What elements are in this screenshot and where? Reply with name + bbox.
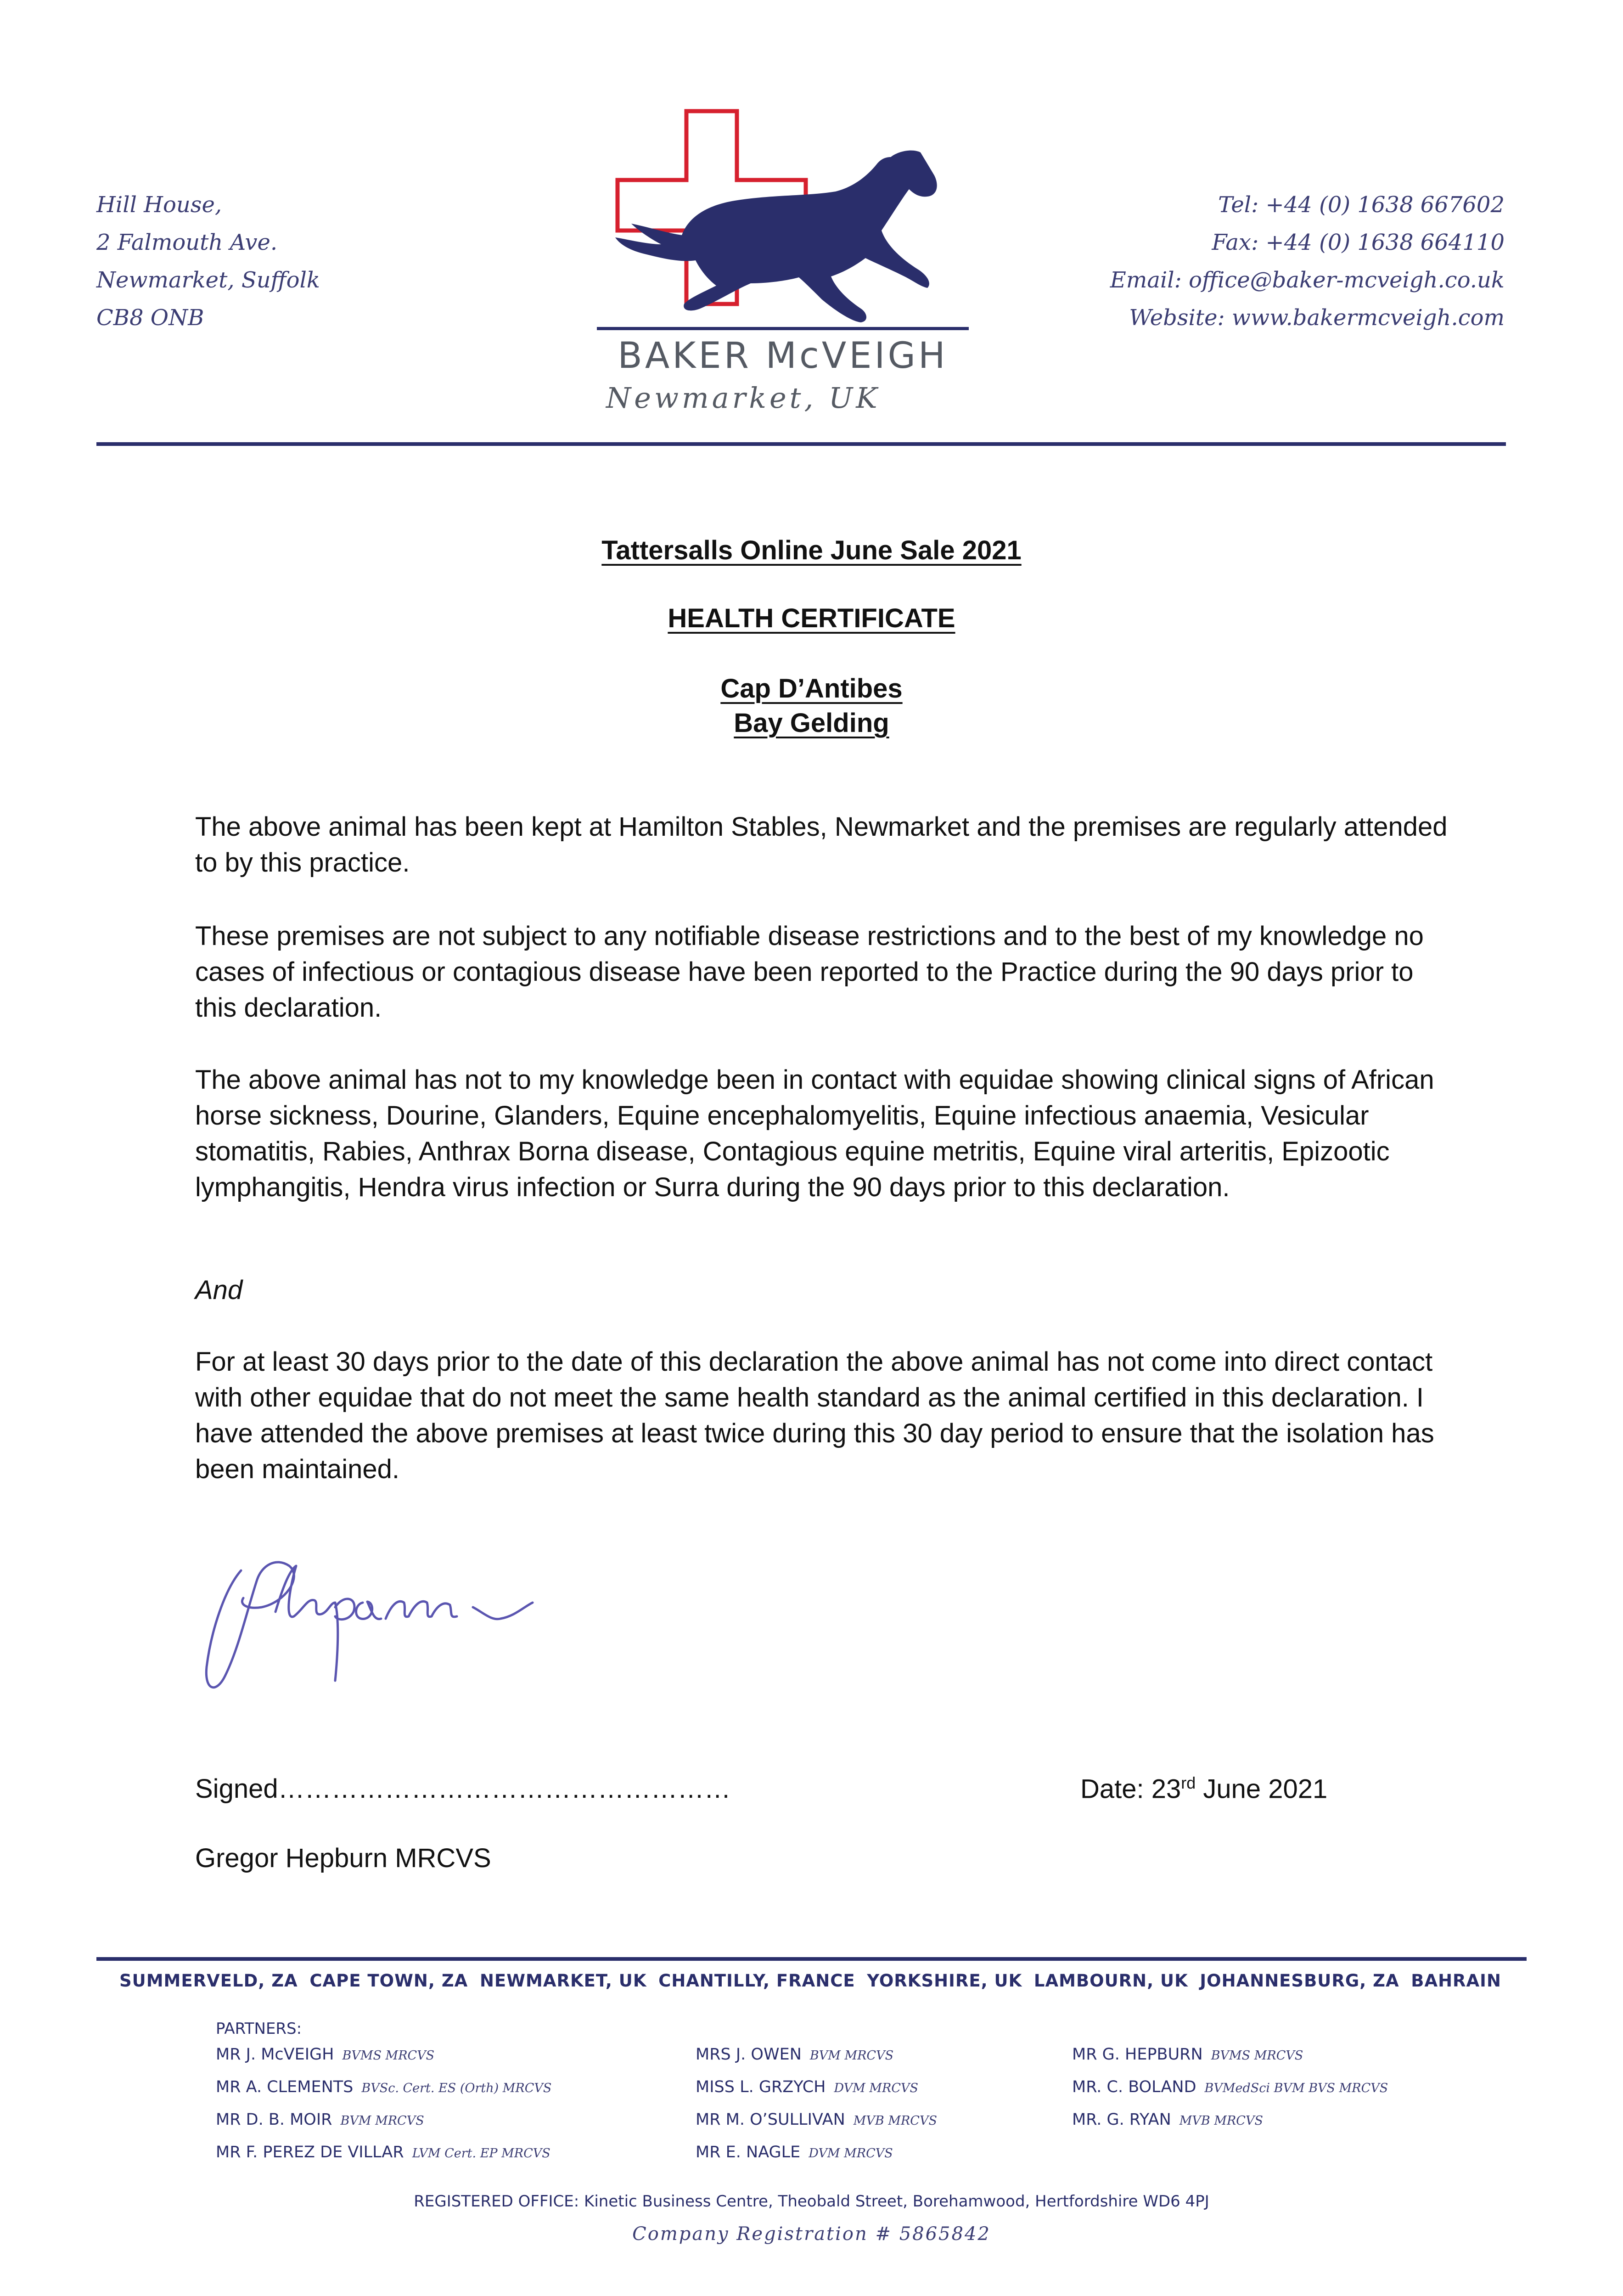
partner-entry xyxy=(216,2104,551,2137)
partner-entry xyxy=(696,2104,937,2137)
office-location: YORKSHIRE, UK xyxy=(867,1971,1022,1991)
certificate-title: HEALTH CERTIFICATE xyxy=(668,603,955,633)
partner-entry xyxy=(216,2071,551,2104)
partner-entry xyxy=(696,2137,937,2169)
partner-name: MR A. CLEMENTS xyxy=(216,2078,354,2096)
paragraph-premises xyxy=(195,809,1453,881)
address-line: 2 Falmouth Ave. xyxy=(96,230,278,255)
partner-name: MR F. PEREZ DE VILLAR xyxy=(216,2143,404,2161)
handwritten-signature xyxy=(197,1552,546,1704)
date-text: Date: 23 xyxy=(1080,1774,1181,1804)
header-divider xyxy=(96,442,1506,446)
brand-location: Newmarket, UK xyxy=(606,381,881,415)
office-location: NEWMARKET, UK xyxy=(479,1971,647,1991)
paragraph-text: The above animal has been kept at Hamilton Stables, Newmarket and the premises are regularly attended to by this practice. xyxy=(195,812,1448,878)
partner-name: MR G. HEPBURN xyxy=(1072,2045,1203,2064)
registered-office: REGISTERED OFFICE: Kinetic Business Centre, Theobald Street, Borehamwood, Hertfordshire WD6 4PJ xyxy=(414,2192,1209,2211)
partner-entry xyxy=(1072,2104,1388,2137)
paragraph-isolation xyxy=(195,1344,1453,1487)
date-line xyxy=(1080,1773,1327,1804)
address-line: Newmarket, Suffolk xyxy=(96,267,320,293)
signed-line: Signed…………………………………………… xyxy=(195,1774,731,1804)
fax-line: Fax: +44 (0) 1638 664110 xyxy=(1212,230,1505,255)
partner-name: MR M. O’SULLIVAN xyxy=(696,2110,845,2129)
brand-name: BAKER McVEIGH xyxy=(618,335,948,377)
partner-entry xyxy=(696,2071,937,2104)
office-location: JOHANNESBURG, ZA xyxy=(1200,1971,1399,1991)
office-location: CHANTILLY, FRANCE xyxy=(658,1971,855,1991)
partner-quals: BVM MRCVS xyxy=(809,2048,894,2063)
partner-entry xyxy=(1072,2039,1388,2071)
partner-quals: BVMS MRCVS xyxy=(1211,2048,1303,2063)
office-location: SUMMERVELD, ZA xyxy=(119,1971,298,1991)
partners-column-1 xyxy=(216,2039,551,2169)
partner-name: MR J. McVEIGH xyxy=(216,2045,334,2064)
website-line: Website: www.bakermcveigh.com xyxy=(1129,305,1505,331)
partner-quals: DVM MRCVS xyxy=(809,2146,893,2161)
partner-entry xyxy=(216,2137,551,2169)
office-location: CAPE TOWN, ZA xyxy=(309,1971,468,1991)
partner-name: MR D. B. MOIR xyxy=(216,2110,332,2129)
horse-description: Bay Gelding xyxy=(734,708,889,738)
office-location: LAMBOURN, UK xyxy=(1033,1971,1188,1991)
partner-entry xyxy=(696,2039,937,2071)
paragraph-contact xyxy=(195,1062,1453,1205)
horse-cross-logo xyxy=(597,107,969,368)
partners-column-3 xyxy=(1072,2039,1388,2137)
partner-quals: MVB MRCVS xyxy=(853,2114,937,2128)
email-line: Email: office@baker-mcveigh.co.uk xyxy=(1110,267,1505,293)
partner-entry xyxy=(1072,2071,1388,2104)
date-ordinal: rd xyxy=(1181,1773,1196,1792)
partner-name: MR. G. RYAN xyxy=(1072,2110,1171,2129)
company-registration: Company Registration # 5865842 xyxy=(632,2223,991,2245)
footer-divider xyxy=(96,1957,1527,1961)
and-line: And xyxy=(195,1275,243,1305)
partner-quals: LVM Cert. EP MRCVS xyxy=(412,2146,550,2161)
partner-quals: BVSc. Cert. ES (Orth) MRCVS xyxy=(361,2081,552,2095)
partner-quals: BVM MRCVS xyxy=(340,2114,424,2128)
paragraph-disease-restrictions xyxy=(195,918,1453,1026)
partner-name: MISS L. GRZYCH xyxy=(696,2078,826,2096)
partner-quals: MVB MRCVS xyxy=(1179,2114,1263,2128)
horse-name: Cap D’Antibes xyxy=(720,674,903,703)
partner-entry xyxy=(216,2039,551,2071)
partners-column-2 xyxy=(696,2039,937,2169)
partner-quals: DVM MRCVS xyxy=(834,2081,919,2095)
signatory-name: Gregor Hepburn MRCVS xyxy=(195,1843,491,1873)
address-line: CB8 ONB xyxy=(96,305,204,331)
practice-address xyxy=(96,186,320,337)
contact-details xyxy=(1110,186,1505,337)
office-location: BAHRAIN xyxy=(1411,1971,1501,1991)
partner-name: MRS J. OWEN xyxy=(696,2045,802,2064)
paragraph-text: These premises are not subject to any notifiable disease restrictions and to the best of my knowledge no cases of infectious or contagious disease have been reported to the Practice during the 90 days prior to this declaration. xyxy=(195,921,1424,1023)
paragraph-text: The above animal has not to my knowledge been in contact with equidae showing clinical signs of African horse sickness, Dourine, Glanders, Equine encephalomyelitis, Equine infectious anaemia, Vesicular stomatitis, Rabies, Anthrax Borna disease, Contagious equine metritis, Equine viral arteritis, Epizootic lymphangitis, Hendra virus infection or Surra during the 90 days prior to this declaration. xyxy=(195,1065,1434,1202)
phone-line: Tel: +44 (0) 1638 667602 xyxy=(1218,192,1505,218)
partner-name: MR. C. BOLAND xyxy=(1072,2078,1196,2096)
partner-quals: BVMS MRCVS xyxy=(342,2048,435,2063)
office-locations xyxy=(119,1971,1501,1991)
partners-heading: PARTNERS: xyxy=(216,2020,302,2038)
partner-name: MR E. NAGLE xyxy=(696,2143,801,2161)
address-line: Hill House, xyxy=(96,192,222,218)
sale-title: Tattersalls Online June Sale 2021 xyxy=(601,535,1022,565)
paragraph-text: For at least 30 days prior to the date of this declaration the above animal has not come into direct contact with other equidae that do not meet the same health standard as the animal certified in this declaration. I have attended the above premises at least twice during this 30 day period to ensure that the isolation has been maintained. xyxy=(195,1347,1434,1484)
date-rest: June 2021 xyxy=(1196,1774,1328,1804)
partner-quals: BVMedSci BVM BVS MRCVS xyxy=(1204,2081,1388,2095)
